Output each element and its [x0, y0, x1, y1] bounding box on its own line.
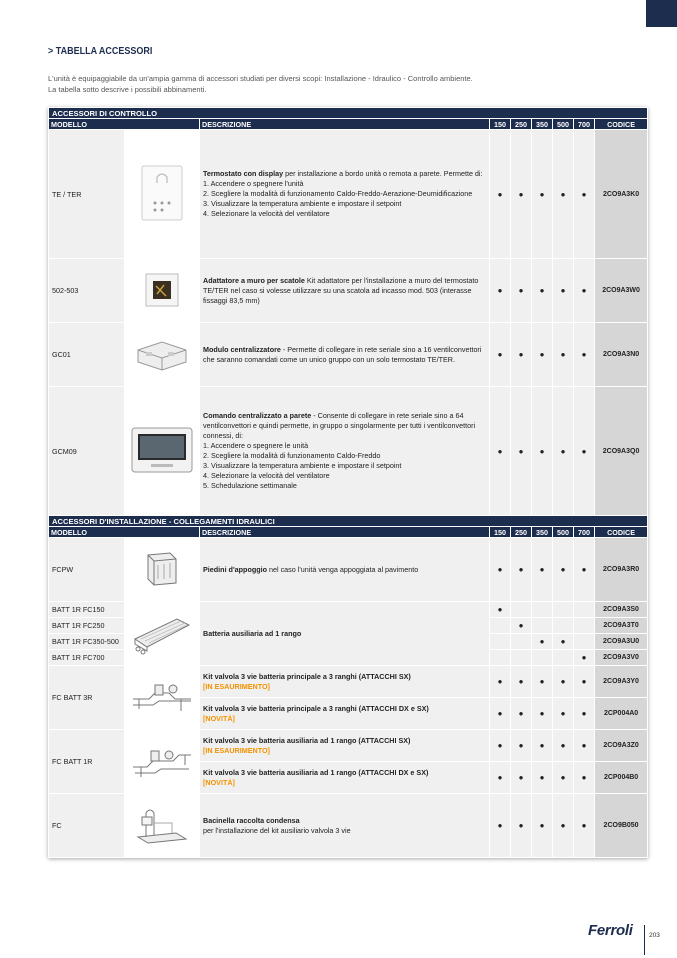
code-cell: 2CO9A3R0: [595, 538, 648, 602]
header-description: DESCRIZIONE: [200, 119, 490, 130]
desc-line: 2. Scegliere la modalità di funzionamento Caldo-Freddo-Aerazione-Deumidificazione: [203, 189, 473, 198]
size-mark: ●: [490, 259, 511, 323]
feet-image: [125, 538, 200, 602]
size-mark: ●: [490, 762, 511, 794]
desc-line: 4. Selezionare la velocità del ventilatore: [203, 209, 330, 218]
size-mark: [574, 618, 595, 634]
header-row: [49, 527, 648, 538]
size-mark: ●: [532, 538, 553, 602]
size-mark: ●: [490, 538, 511, 602]
wall-adapter-image: [125, 259, 200, 323]
model-cell: FC BATT 3R: [49, 666, 125, 730]
desc-bold: Kit valvola 3 vie batteria ausiliaria ad 1 rango (ATTACCHI SX): [203, 735, 411, 745]
model-cell: GC01: [49, 323, 125, 387]
size-mark: ●: [574, 698, 595, 730]
size-mark: ●: [532, 259, 553, 323]
size-mark: ●: [511, 698, 532, 730]
size-mark: ●: [511, 730, 532, 762]
header-500: 500: [553, 119, 574, 130]
model-cell: TE / TER: [49, 130, 125, 259]
size-mark: [511, 634, 532, 650]
desc-bold: Bacinella raccolta condensa: [203, 815, 300, 825]
code-cell: 2CO9A3V0: [595, 650, 648, 666]
description-cell: [200, 323, 490, 387]
size-mark: ●: [574, 730, 595, 762]
desc-line: 4. Selezionare la velocità del ventilatore: [203, 471, 330, 480]
model-cell: FCPW: [49, 538, 125, 602]
size-mark: ●: [532, 794, 553, 858]
code-cell: 2CO9A3U0: [595, 634, 648, 650]
page-number: 203: [649, 932, 660, 939]
table-row: [49, 666, 648, 698]
size-mark: ●: [574, 794, 595, 858]
valve-kit-3r-image: [125, 666, 200, 730]
size-mark: ●: [553, 323, 574, 387]
header-350: 350: [532, 119, 553, 130]
size-mark: ●: [553, 762, 574, 794]
size-mark: [532, 650, 553, 666]
model-cell: FC: [49, 794, 125, 858]
header-250: 250: [511, 119, 532, 130]
size-mark: [553, 650, 574, 666]
size-mark: ●: [553, 130, 574, 259]
size-mark: ●: [553, 259, 574, 323]
size-mark: [490, 634, 511, 650]
status-tag: [NOVITÀ]: [203, 777, 235, 787]
desc-line: 2. Scegliere la modalità di funzionamento Caldo-Freddo: [203, 451, 381, 460]
code-cell: 2CO9A3W0: [595, 259, 648, 323]
desc-line: 1. Accendere o spegnere l'unità: [203, 179, 304, 188]
header-description: DESCRIZIONE: [200, 527, 490, 538]
desc-bold: Modulo centralizzatore: [203, 344, 281, 354]
desc-bold: Kit valvola 3 vie batteria principale a 3 ranghi (ATTACCHI SX): [203, 671, 411, 681]
size-mark: ●: [490, 698, 511, 730]
size-mark: ●: [490, 666, 511, 698]
description-cell: [200, 794, 490, 858]
desc-bold: Termostato con display: [203, 169, 284, 178]
code-cell: 2CO9A3N0: [595, 323, 648, 387]
size-mark: ●: [532, 130, 553, 259]
table-row: [49, 387, 648, 516]
description-cell: [200, 698, 490, 730]
desc-line: 3. Visualizzare la temperatura ambiente e impostare il setpoint: [203, 461, 402, 470]
model-cell: GCM09: [49, 387, 125, 516]
model-cell: FC BATT 1R: [49, 730, 125, 794]
size-mark: ●: [511, 794, 532, 858]
code-cell: 2CO9B050: [595, 794, 648, 858]
size-mark: ●: [490, 794, 511, 858]
size-mark: ●: [511, 666, 532, 698]
desc-text: - Permette di collegare in rete seriale sino a 16 ventilconvettori che saranno comandati come un unico gruppo con un solo termostato TE/TER.: [203, 344, 482, 364]
table-row: [49, 538, 648, 602]
description-cell: [200, 602, 490, 666]
table-row: [49, 794, 648, 858]
section-title-install: ACCESSORI D'INSTALLAZIONE - COLLEGAMENTI IDRAULICI: [49, 516, 648, 527]
wall-controller-image: [125, 387, 200, 516]
size-mark: ●: [532, 730, 553, 762]
size-mark: ●: [553, 387, 574, 516]
accessories-table: [48, 107, 648, 858]
code-cell: 2CO9A3T0: [595, 618, 648, 634]
code-cell: 2CO9A3Z0: [595, 730, 648, 762]
header-model: MODELLO: [49, 527, 200, 538]
size-mark: ●: [490, 602, 511, 618]
size-mark: ●: [532, 387, 553, 516]
code-cell: 2CP004B0: [595, 762, 648, 794]
desc-bold: Comando centralizzato a parete: [203, 411, 312, 420]
ferroli-logo: Ferroli: [588, 922, 633, 939]
page-title: > TABELLA ACCESSORI: [48, 46, 153, 57]
desc-text: - Consente di collegare in rete seriale sino a 64 ventilconvettori e quindi permette, in gruppo o singolarmente per tutti i ventilconvettori connessi, di:: [203, 411, 476, 440]
description-cell: [200, 730, 490, 762]
size-mark: [574, 634, 595, 650]
table-row: [49, 602, 648, 618]
table-row: [49, 730, 648, 762]
description-cell: [200, 130, 490, 259]
size-mark: ●: [574, 666, 595, 698]
size-mark: ●: [490, 730, 511, 762]
size-mark: [490, 618, 511, 634]
desc-text: Kit adattatore per l'installazione a muro del termostato TE/TER nel caso si volesse utilizzare su una scatola ad incasso mod. 503 (interasse fissaggi 83,5 mm): [203, 275, 479, 305]
size-mark: ●: [511, 323, 532, 387]
size-mark: ●: [511, 387, 532, 516]
size-mark: ●: [574, 387, 595, 516]
size-mark: [574, 602, 595, 618]
size-mark: [553, 618, 574, 634]
header-250: 250: [511, 527, 532, 538]
size-mark: [511, 650, 532, 666]
desc-text: nel caso l'unità venga appoggiata al pavimento: [267, 564, 419, 574]
status-tag: [NOVITÀ]: [203, 713, 235, 723]
description-cell: [200, 259, 490, 323]
size-mark: ●: [532, 634, 553, 650]
size-mark: ●: [511, 130, 532, 259]
size-mark: [532, 602, 553, 618]
desc-bold: Batteria ausiliaria ad 1 rango: [203, 628, 302, 638]
size-mark: ●: [511, 618, 532, 634]
model-cell: BATT 1R FC350-500: [49, 634, 125, 650]
size-mark: ●: [574, 323, 595, 387]
size-mark: ●: [511, 259, 532, 323]
model-cell: BATT 1R FC250: [49, 618, 125, 634]
code-cell: 2CO9A3S0: [595, 602, 648, 618]
size-mark: ●: [553, 538, 574, 602]
central-module-image: [125, 323, 200, 387]
valve-kit-1r-image: [125, 730, 200, 794]
size-mark: ●: [511, 538, 532, 602]
table-row: [49, 259, 648, 323]
desc-bold: Adattatore a muro per scatole: [203, 275, 305, 285]
size-mark: ●: [532, 666, 553, 698]
size-mark: ●: [490, 323, 511, 387]
description-cell: [200, 666, 490, 698]
size-mark: ●: [553, 794, 574, 858]
size-mark: ●: [553, 698, 574, 730]
size-mark: ●: [553, 634, 574, 650]
status-tag: [IN ESAURIMENTO]: [203, 681, 270, 691]
desc-line: 5. Schedulazione settimanale: [203, 481, 297, 490]
size-mark: [490, 650, 511, 666]
intro-text: [48, 74, 488, 95]
desc-line: 1. Accendere o spegnere le unità: [203, 441, 309, 450]
section-title-control: ACCESSORI DI CONTROLLO: [49, 108, 648, 119]
size-mark: ●: [490, 387, 511, 516]
header-150: 150: [490, 527, 511, 538]
intro-line-2: La tabella sotto descrive i possibili abbinamenti.: [48, 84, 207, 94]
size-mark: ●: [532, 323, 553, 387]
table-row: [49, 130, 648, 259]
size-mark: ●: [532, 762, 553, 794]
description-cell: [200, 762, 490, 794]
desc-bold: Kit valvola 3 vie batteria ausiliaria ad 1 rango (ATTACCHI DX e SX): [203, 767, 429, 777]
size-mark: ●: [553, 666, 574, 698]
header-150: 150: [490, 119, 511, 130]
description-cell: [200, 387, 490, 516]
size-mark: [511, 602, 532, 618]
desc-line: 3. Visualizzare la temperatura ambiente e impostare il setpoint: [203, 199, 402, 208]
desc-text: per installazione a bordo unità o remota a parete. Permette di:: [283, 169, 483, 178]
model-cell: BATT 1R FC150: [49, 602, 125, 618]
condensate-tray-image: [125, 794, 200, 858]
size-mark: [553, 602, 574, 618]
size-mark: ●: [574, 650, 595, 666]
table-row: [49, 323, 648, 387]
code-cell: 2CO9A3Q0: [595, 387, 648, 516]
size-mark: ●: [574, 538, 595, 602]
model-cell: BATT 1R FC700: [49, 650, 125, 666]
model-cell: 502-503: [49, 259, 125, 323]
status-tag: [IN ESAURIMENTO]: [203, 745, 270, 755]
battery-coil-image: [125, 602, 200, 666]
desc-bold: Piedini d'appoggio: [203, 564, 267, 574]
code-cell: 2CP004A0: [595, 698, 648, 730]
intro-line-1: L'unità è equipaggiabile da un'ampia gamma di accessori studiati per diversi scopi: Installazione - Idraulico - Controllo ambiente.: [48, 74, 473, 83]
header-700: 700: [574, 527, 595, 538]
header-row: [49, 119, 648, 130]
thermostat-image: [125, 130, 200, 259]
page-corner-tab: [646, 0, 677, 27]
size-mark: [532, 618, 553, 634]
desc-bold: Kit valvola 3 vie batteria principale a 3 ranghi (ATTACCHI DX e SX): [203, 703, 429, 713]
size-mark: ●: [574, 130, 595, 259]
size-mark: ●: [490, 130, 511, 259]
size-mark: ●: [532, 698, 553, 730]
size-mark: ●: [553, 730, 574, 762]
header-700: 700: [574, 119, 595, 130]
header-code: CODICE: [595, 119, 648, 130]
header-500: 500: [553, 527, 574, 538]
size-mark: ●: [574, 259, 595, 323]
header-code: CODICE: [595, 527, 648, 538]
code-cell: 2CO9A3Y0: [595, 666, 648, 698]
desc-text: per l'installazione del kit ausiliario valvola 3 vie: [203, 825, 351, 835]
header-model: MODELLO: [49, 119, 200, 130]
code-cell: 2CO9A3K0: [595, 130, 648, 259]
size-mark: ●: [574, 762, 595, 794]
size-mark: ●: [511, 762, 532, 794]
header-350: 350: [532, 527, 553, 538]
description-cell: [200, 538, 490, 602]
footer-divider: [644, 925, 645, 955]
